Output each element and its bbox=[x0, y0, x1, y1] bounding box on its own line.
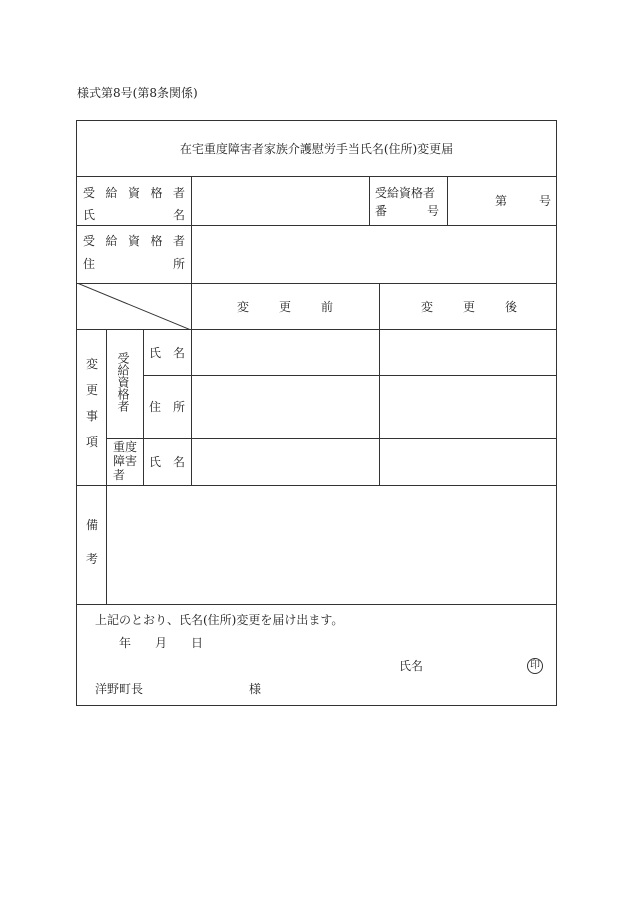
column-divider bbox=[447, 176, 448, 225]
diagonal-slash bbox=[77, 283, 191, 330]
recipient-subgroup-label: 受給資格者 bbox=[116, 352, 130, 412]
before-recipient-address-field[interactable] bbox=[192, 376, 379, 438]
form-title: 在宅重度障害者家族介護慰労手当氏名(住所)変更届 bbox=[179, 142, 454, 156]
change-recipient-address-label: 住 所 bbox=[149, 400, 185, 414]
after-recipient-address-field[interactable] bbox=[380, 376, 556, 438]
recipient-name-label-bottom: 氏 名 bbox=[83, 208, 185, 222]
declaration-date[interactable]: 年 月 日 bbox=[119, 636, 204, 650]
disabled-subgroup-label: 重度 障害 者 bbox=[113, 440, 138, 482]
after-disabled-name-field[interactable] bbox=[380, 439, 556, 485]
column-after: 変 更 後 bbox=[421, 300, 517, 314]
recipient-address-label-bottom: 住 所 bbox=[83, 257, 185, 271]
declaration-statement: 上記のとおり、氏名(住所)変更を届け出ます。 bbox=[95, 613, 344, 627]
recipient-address-field[interactable] bbox=[192, 226, 556, 283]
recipient-number-label-top: 受給資格者 bbox=[375, 186, 436, 200]
recipient-number-field[interactable]: 第 号 bbox=[495, 194, 551, 208]
row-divider bbox=[77, 604, 556, 605]
remarks-label: 備 考 bbox=[86, 518, 99, 566]
before-disabled-name-field[interactable] bbox=[192, 439, 379, 485]
change-recipient-name-label: 氏 名 bbox=[149, 346, 185, 360]
recipient-address-label-top: 受 給 資 格 者 bbox=[83, 234, 185, 248]
addressee: 洋野町長 bbox=[95, 682, 144, 696]
honorific: 様 bbox=[249, 682, 262, 696]
recipient-name-field[interactable] bbox=[192, 177, 368, 225]
form-table bbox=[76, 120, 557, 706]
column-before: 変 更 前 bbox=[237, 300, 333, 314]
recipient-number-label-bottom: 番 号 bbox=[375, 204, 439, 218]
seal-icon: 印 bbox=[527, 658, 543, 674]
before-recipient-name-field[interactable] bbox=[192, 330, 379, 375]
column-divider bbox=[143, 329, 144, 485]
form-caption: 様式第8号(第8条関係) bbox=[77, 86, 198, 100]
after-recipient-name-field[interactable] bbox=[380, 330, 556, 375]
remarks-field[interactable] bbox=[107, 486, 556, 604]
signature-label: 氏名 bbox=[399, 659, 424, 673]
column-divider bbox=[369, 176, 370, 225]
change-disabled-name-label: 氏 名 bbox=[149, 455, 185, 469]
change-items-label: 変 更 事 項 bbox=[86, 357, 99, 449]
recipient-name-label-top: 受 給 資 格 者 bbox=[83, 186, 185, 200]
